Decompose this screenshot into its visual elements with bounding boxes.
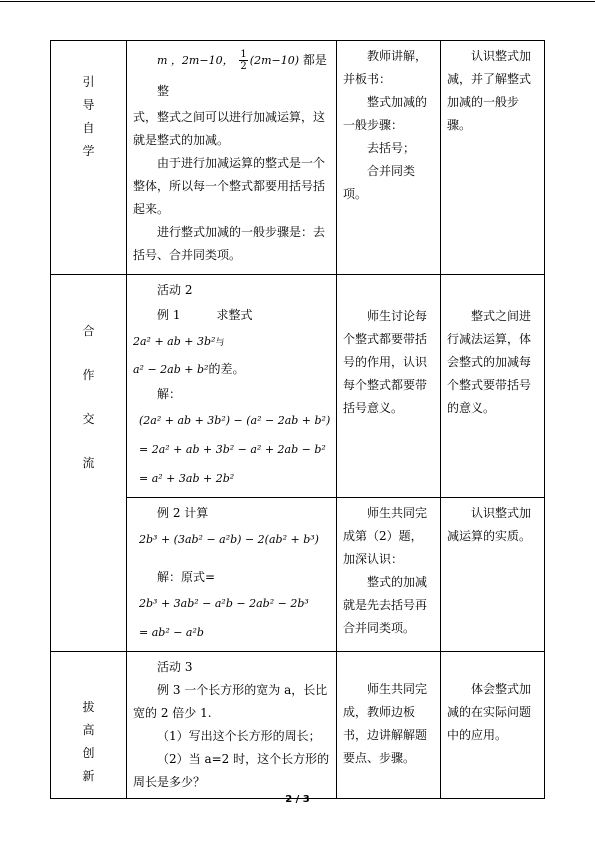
stage-advanced-innovation: 拔 高 创 新	[51, 652, 127, 799]
example3-content: 活动 3 例 3 一个长方形的宽为 a，长比宽的 2 倍少 1. （1）写出这个长方形的周长； （2）当 a=2 时，这个长方形的周长是多少？	[127, 652, 337, 799]
lesson-plan-table	[50, 40, 545, 799]
row-cooperation-ex1	[51, 275, 545, 498]
row-guided-self-study	[51, 41, 545, 275]
example3-teacher: 师生共同完成，教师边板书，边讲解解题要点、步骤。	[337, 652, 441, 799]
top-rule	[0, 1, 595, 2]
guide-teacher: 教师讲解，并板书： 整式加减的一般步骤： 去括号； 合并同类项。	[337, 41, 441, 275]
row-advanced-innovation	[51, 652, 545, 799]
example2-purpose: 认识整式加减运算的实质。	[441, 498, 545, 652]
fraction: $\frac{1}{2}$	[240, 49, 247, 72]
example1-content: 活动 2 例 1 求整式2a² + ab + 3b²与 a² − 2ab + b²的差。 解： (2a² + ab + 3b²) − (a² − 2ab + b²) = 2a² + ab + 3b² − a² + 2ab − b² = a² + 3ab + 2b²	[127, 275, 337, 498]
example2-teacher: 师生共同完成第（2）题，加深认识： 整式的加减就是先去括号再合并同类项。	[337, 498, 441, 652]
math-expr: (2m−10)	[249, 54, 300, 67]
example2-content: 例 2 计算 2b³ + (3ab² − a²b) − 2(ab² + b³) 解：原式= 2b³ + 3ab² − a²b − 2ab² − 2b³ = ab² − a²b	[127, 498, 337, 652]
example3-purpose: 体会整式加减的在实际问题中的应用。	[441, 652, 545, 799]
stage-cooperation: 合 作 交 流	[51, 275, 127, 652]
stage-guided-self-study: 引 导 自 学	[51, 41, 127, 275]
example1-purpose: 整式之间进行减法运算，体会整式的加减每个整式要带括号的意义。	[441, 275, 545, 498]
guide-content: m ，2m−10， $\frac{1}{2}$ (2m−10) 都是整 式，整式之间可以进行加减运算，这就是整式的加减。 由于进行加减运算的整式是一个整体，所以每一个整式都要用括号括起来。 进行整式加减的一般步骤是：去括号、合并同类项。	[127, 41, 337, 275]
page-number: 2 / 3	[285, 794, 310, 805]
guide-purpose: 认识整式加减，并了解整式加减的一般步骤。	[441, 41, 545, 275]
math-expr: m ，2m−10，	[157, 54, 234, 67]
example1-teacher: 师生讨论每个整式都要带括号的作用，认识每个整式都要带括号意义。	[337, 275, 441, 498]
